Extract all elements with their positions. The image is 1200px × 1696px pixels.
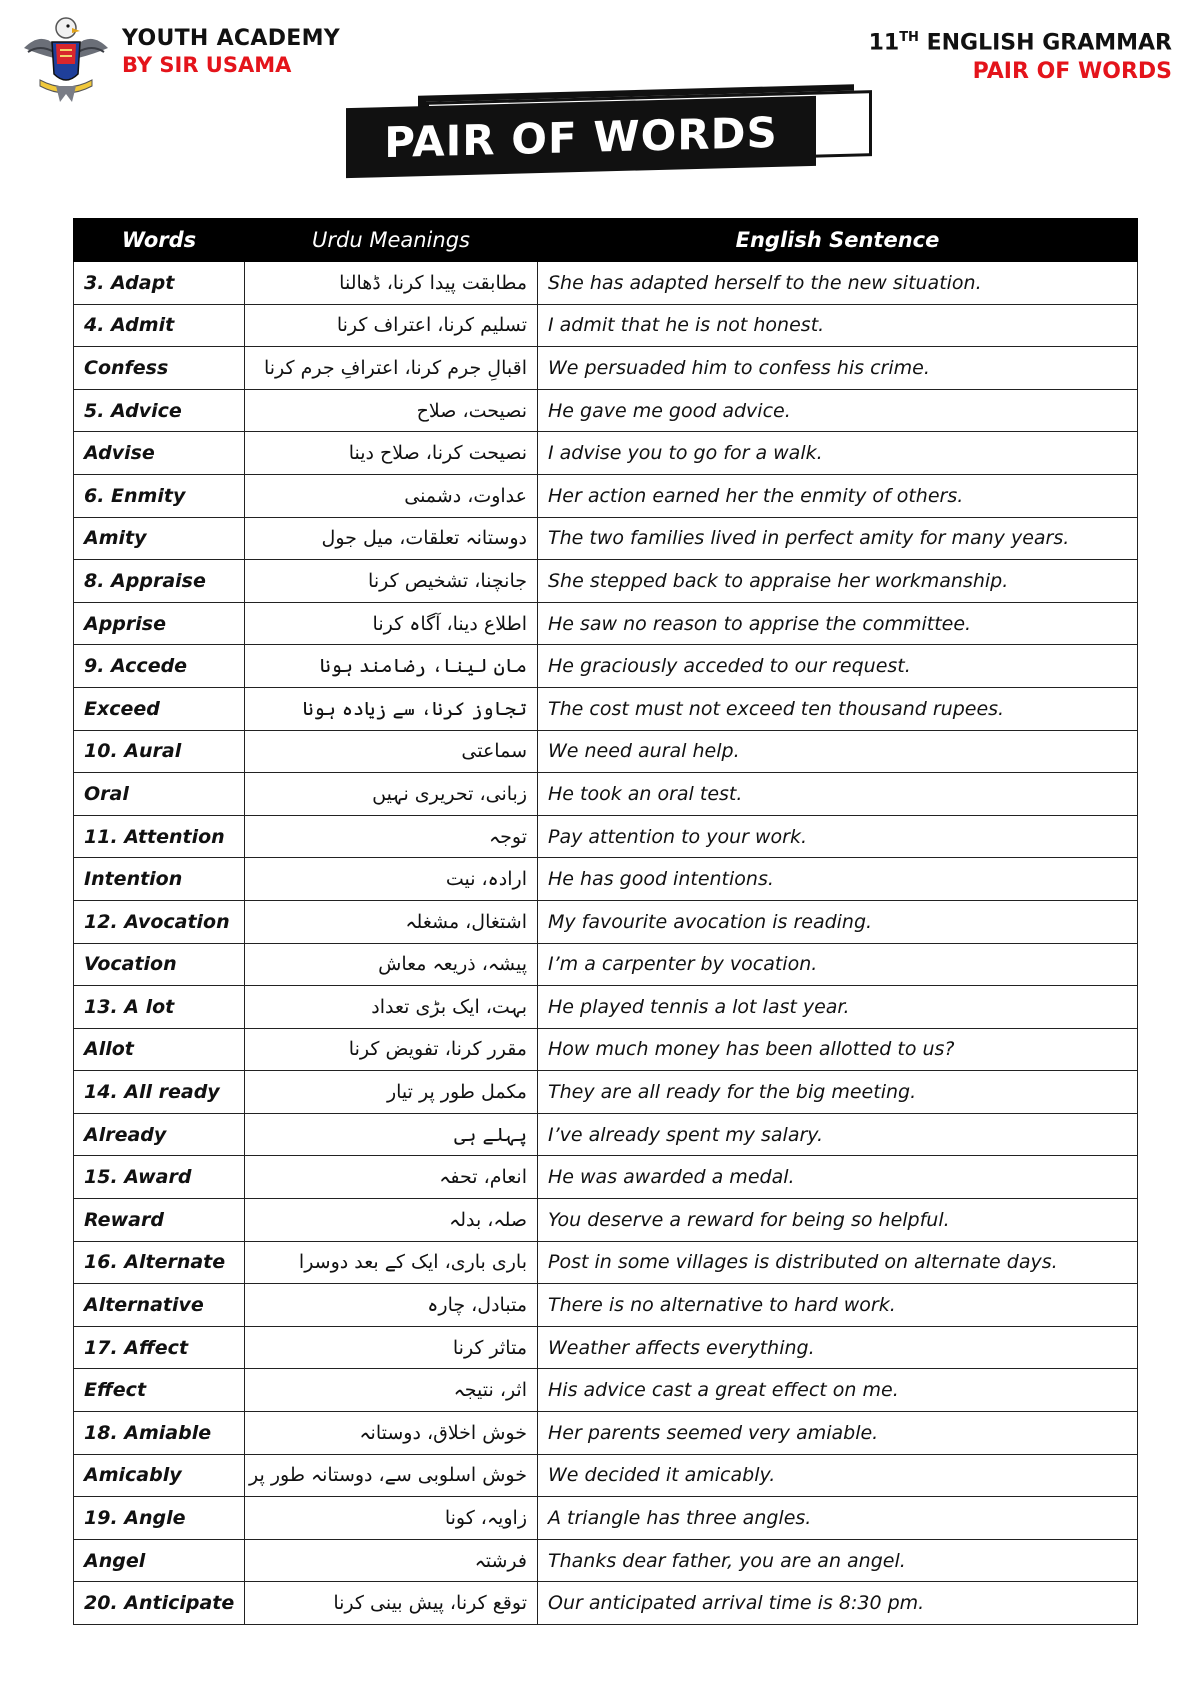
word-cell: Effect (74, 1369, 245, 1412)
word-cell: 8. Appraise (74, 560, 245, 603)
english-sentence-cell: She stepped back to appraise her workmanship. (538, 560, 1138, 603)
table-row (74, 1454, 1138, 1497)
word-cell: 17. Affect (74, 1326, 245, 1369)
word-cell: Intention (74, 858, 245, 901)
english-sentence-cell: The two families lived in perfect amity for many years. (538, 517, 1138, 560)
english-sentence-cell: Our anticipated arrival time is 8:30 pm. (538, 1582, 1138, 1625)
table-row (74, 560, 1138, 603)
urdu-meaning-cell: بہت، ایک بڑی تعداد (245, 986, 538, 1029)
urdu-meaning-cell: صلہ، بدلہ (245, 1199, 538, 1242)
word-cell: Advise (74, 432, 245, 475)
urdu-meaning-cell: توقع کرنا، پیش بینی کرنا (245, 1582, 538, 1625)
brand-name: YOUTH ACADEMY (122, 26, 341, 51)
table-row (74, 432, 1138, 475)
english-sentence-cell: He was awarded a medal. (538, 1156, 1138, 1199)
table-row (74, 1284, 1138, 1327)
table-row (74, 1497, 1138, 1540)
urdu-meaning-cell: جانچنا، تشخیص کرنا (245, 560, 538, 603)
urdu-meaning-cell: متاثر کرنا (245, 1326, 538, 1369)
urdu-meaning-cell: فرشتہ (245, 1539, 538, 1582)
english-sentence-cell: My favourite avocation is reading. (538, 900, 1138, 943)
table-row (74, 1582, 1138, 1625)
word-cell: Already (74, 1113, 245, 1156)
topic-title: PAIR OF WORDS (972, 59, 1172, 85)
word-cell: Allot (74, 1028, 245, 1071)
table-row (74, 815, 1138, 858)
table-row (74, 474, 1138, 517)
urdu-meaning-cell: زبانی، تحریری نہیں (245, 773, 538, 816)
word-cell: 20. Anticipate (74, 1582, 245, 1625)
word-cell: 14. All ready (74, 1071, 245, 1114)
word-cell: Oral (74, 773, 245, 816)
word-cell: 11. Attention (74, 815, 245, 858)
pair-of-words-table (73, 218, 1138, 1625)
english-sentence-cell: She has adapted herself to the new situation. (538, 262, 1138, 305)
urdu-meaning-cell: خوش اخلاق، دوستانہ (245, 1412, 538, 1455)
urdu-meaning-cell: خوش اسلوبی سے، دوستانہ طور پر (245, 1454, 538, 1497)
english-sentence-cell: I advise you to go for a walk. (538, 432, 1138, 475)
english-sentence-cell: There is no alternative to hard work. (538, 1284, 1138, 1327)
header-urdu-meanings: Urdu Meanings (245, 219, 538, 262)
word-cell: Confess (74, 347, 245, 390)
table-row (74, 687, 1138, 730)
english-sentence-cell: He took an oral test. (538, 773, 1138, 816)
english-sentence-cell: Weather affects everything. (538, 1326, 1138, 1369)
word-cell: 4. Admit (74, 304, 245, 347)
table-row (74, 602, 1138, 645)
word-cell: Vocation (74, 943, 245, 986)
table-row (74, 1156, 1138, 1199)
word-cell: Apprise (74, 602, 245, 645)
banner-title: PAIR OF WORDS (384, 107, 778, 167)
english-sentence-cell: You deserve a reward for being so helpful. (538, 1199, 1138, 1242)
urdu-meaning-cell: مکمل طور پر تیار (245, 1071, 538, 1114)
word-cell: 18. Amiable (74, 1412, 245, 1455)
urdu-meaning-cell: مقرر کرنا، تفویض کرنا (245, 1028, 538, 1071)
english-sentence-cell: Her action earned her the enmity of others. (538, 474, 1138, 517)
urdu-meaning-cell: سماعتی (245, 730, 538, 773)
english-sentence-cell: His advice cast a great effect on me. (538, 1369, 1138, 1412)
urdu-meaning-cell: زاویہ، کونا (245, 1497, 538, 1540)
academy-eagle-logo (20, 14, 112, 106)
english-sentence-cell: Thanks dear father, you are an angel. (538, 1539, 1138, 1582)
table-row (74, 1241, 1138, 1284)
table-row (74, 943, 1138, 986)
title-banner (346, 86, 886, 176)
english-sentence-cell: I admit that he is not honest. (538, 304, 1138, 347)
word-cell: 13. A lot (74, 986, 245, 1029)
english-sentence-cell: The cost must not exceed ten thousand rupees. (538, 687, 1138, 730)
table-row (74, 389, 1138, 432)
table-header-row (74, 219, 1138, 262)
word-cell: 5. Advice (74, 389, 245, 432)
urdu-meaning-cell: تجاوز کرنا، سے زیادہ ہونا (245, 687, 538, 730)
english-sentence-cell: He played tennis a lot last year. (538, 986, 1138, 1029)
english-sentence-cell: They are all ready for the big meeting. (538, 1071, 1138, 1114)
table-row (74, 900, 1138, 943)
urdu-meaning-cell: اشتغال، مشغلہ (245, 900, 538, 943)
table-row (74, 304, 1138, 347)
word-cell: Exceed (74, 687, 245, 730)
english-sentence-cell: Pay attention to your work. (538, 815, 1138, 858)
word-cell: Reward (74, 1199, 245, 1242)
urdu-meaning-cell: ارادہ، نیت (245, 858, 538, 901)
word-cell: Amity (74, 517, 245, 560)
word-cell: Alternative (74, 1284, 245, 1327)
urdu-meaning-cell: اثر، نتیجہ (245, 1369, 538, 1412)
english-sentence-cell: He graciously acceded to our request. (538, 645, 1138, 688)
english-sentence-cell: A triangle has three angles. (538, 1497, 1138, 1540)
urdu-meaning-cell: پیشہ، ذریعہ معاش (245, 943, 538, 986)
english-sentence-cell: He gave me good advice. (538, 389, 1138, 432)
word-cell: Angel (74, 1539, 245, 1582)
table-row (74, 1113, 1138, 1156)
urdu-meaning-cell: نصیحت کرنا، صلاح دینا (245, 432, 538, 475)
word-cell: 6. Enmity (74, 474, 245, 517)
table-row (74, 262, 1138, 305)
english-sentence-cell: He has good intentions. (538, 858, 1138, 901)
table-row (74, 517, 1138, 560)
table-row (74, 730, 1138, 773)
urdu-meaning-cell: تسلیم کرنا، اعتراف کرنا (245, 304, 538, 347)
table-row (74, 1369, 1138, 1412)
word-cell: Amicably (74, 1454, 245, 1497)
table-row (74, 1199, 1138, 1242)
table-row (74, 1028, 1138, 1071)
brand-tagline: BY SIR USAMA (122, 53, 292, 77)
table-row (74, 1539, 1138, 1582)
urdu-meaning-cell: باری باری، ایک کے بعد دوسرا (245, 1241, 538, 1284)
word-cell: 19. Angle (74, 1497, 245, 1540)
table-row (74, 858, 1138, 901)
english-sentence-cell: We decided it amicably. (538, 1454, 1138, 1497)
word-cell: 10. Aural (74, 730, 245, 773)
urdu-meaning-cell: عداوت، دشمنی (245, 474, 538, 517)
english-sentence-cell: I’m a carpenter by vocation. (538, 943, 1138, 986)
table-row (74, 1326, 1138, 1369)
course-title: 11TH ENGLISH GRAMMAR (868, 30, 1172, 56)
word-cell: 15. Award (74, 1156, 245, 1199)
english-sentence-cell: I’ve already spent my salary. (538, 1113, 1138, 1156)
urdu-meaning-cell: دوستانہ تعلقات، میل جول (245, 517, 538, 560)
table-row (74, 1071, 1138, 1114)
word-cell: 12. Avocation (74, 900, 245, 943)
english-sentence-cell: We persuaded him to confess his crime. (538, 347, 1138, 390)
header-words: Words (74, 219, 245, 262)
word-cell: 3. Adapt (74, 262, 245, 305)
header-english-sentence: English Sentence (538, 219, 1138, 262)
urdu-meaning-cell: اطلاع دینا، آگاہ کرنا (245, 602, 538, 645)
table-row (74, 773, 1138, 816)
english-sentence-cell: We need aural help. (538, 730, 1138, 773)
table-row (74, 645, 1138, 688)
urdu-meaning-cell: توجہ (245, 815, 538, 858)
urdu-meaning-cell: پہلے ہی (245, 1113, 538, 1156)
urdu-meaning-cell: مان لینا، رضامند ہونا (245, 645, 538, 688)
word-cell: 9. Accede (74, 645, 245, 688)
table-row (74, 986, 1138, 1029)
english-sentence-cell: How much money has been allotted to us? (538, 1028, 1138, 1071)
urdu-meaning-cell: انعام، تحفہ (245, 1156, 538, 1199)
urdu-meaning-cell: متبادل، چارہ (245, 1284, 538, 1327)
urdu-meaning-cell: اقبالِ جرم کرنا، اعترافِ جرم کرنا (245, 347, 538, 390)
english-sentence-cell: Post in some villages is distributed on alternate days. (538, 1241, 1138, 1284)
urdu-meaning-cell: نصیحت، صلاح (245, 389, 538, 432)
english-sentence-cell: He saw no reason to apprise the committee. (538, 602, 1138, 645)
word-cell: 16. Alternate (74, 1241, 245, 1284)
english-sentence-cell: Her parents seemed very amiable. (538, 1412, 1138, 1455)
urdu-meaning-cell: مطابقت پیدا کرنا، ڈھالنا (245, 262, 538, 305)
table-row (74, 347, 1138, 390)
table-row (74, 1412, 1138, 1455)
